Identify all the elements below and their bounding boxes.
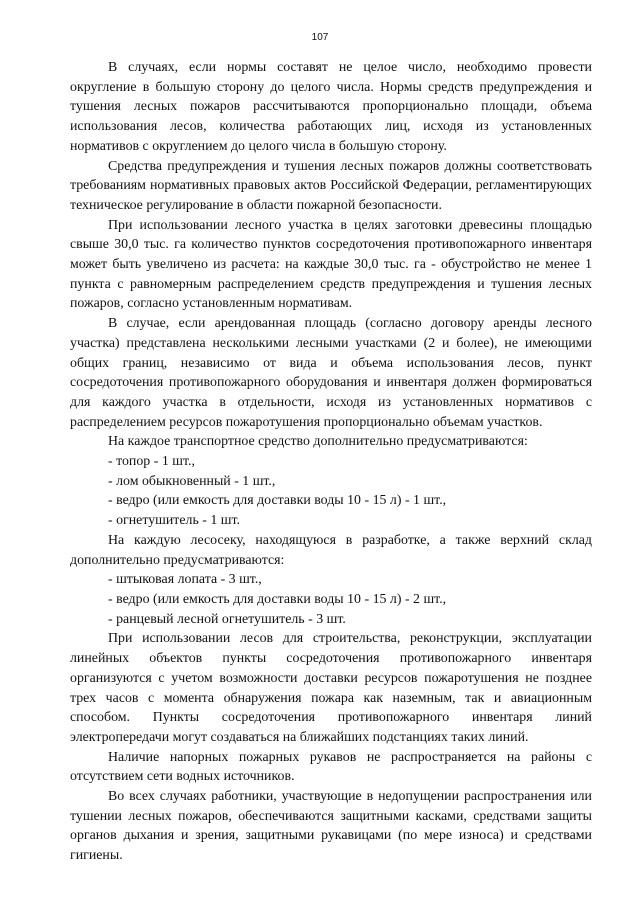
list-item: - топор - 1 шт., [108, 454, 195, 470]
paragraph-linear-objects: При использовании лесов для строительства, реконструкции, эксплуатации линейных объектов пункты сосредоточения противопожарного инвентаря организуются с учетом возможности доставки ресурсов пожаротушения не позднее трех часов с момента обнаружения пожара как наземным, так и авиационным способом. Пункты сосредоточения противопожарного инвентаря линий электропередачи могут создаваться на ближайших подстанциях таких линий. [70, 631, 592, 745]
paragraph-cutting-area-intro: На каждую лесосеку, находящуюся в разработке, а также верхний склад дополнительно предусматриваются: [70, 532, 592, 568]
list-item: - огнетушитель - 1 шт. [108, 513, 240, 529]
paragraph-requirements: Средства предупреждения и тушения лесных пожаров должны соответствовать требованиям нормативных правовых актов Российской Федерации, регламентирующих техническое регулирование в области пожарной безопасности. [70, 158, 592, 213]
page-number: 107 [311, 32, 329, 43]
paragraph-hoses: Наличие напорных пожарных рукавов не распространяется на районы с отсутствием сети водных источников. [70, 749, 592, 785]
list-item: - лом обыкновенный - 1 шт., [108, 473, 276, 489]
list-item: - штыковая лопата - 3 шт., [108, 572, 262, 588]
paragraph-multiple-plots: В случае, если арендованная площадь (согласно договору аренды лесного участка) представлена несколькими лесными участками (2 и более), не имеющими общих границ, независимо от вида и объема использования лесов, пункт сосредоточения противопожарного оборудования и инвентаря должен формироваться для каждого участка в отдельности, исходя из установленных нормативов с распределением ресурсов пожаротушения пропорционально объемам участков. [70, 316, 592, 430]
paragraph-protective-equipment: Во всех случаях работники, участвующие в недопущении распространения или тушении лесных пожаров, обеспечиваются защитными касками, средствами защиты органов дыхания и зрения, защитными рукавицами (по мере износа) и средствами гигиены. [70, 789, 592, 864]
paragraph-vehicle-intro: На каждое транспортное средство дополнительно предусматриваются: [108, 434, 528, 450]
document-body [70, 58, 592, 866]
list-item: - ранцевый лесной огнетушитель - 3 шт. [108, 611, 346, 627]
list-item: - ведро (или емкость для доставки воды 10 - 15 л) - 1 шт., [108, 493, 447, 509]
paragraph-rounding: В случаях, если нормы составят не целое число, необходимо провести округление в большую сторону до целого числа. Нормы средств предупреждения и тушения лесных пожаров рассчитываются пропорционально площади, объема использования лесов, количества работающих лиц, исходя из установленных нормативов с округлением до целого числа в большую сторону. [70, 60, 592, 154]
paragraph-large-area: При использовании лесного участка в целях заготовки древесины площадью свыше 30,0 тыс. га количество пунктов сосредоточения противопожарного инвентаря может быть увеличено из расчета: на каждые 30,0 тыс. га - обустройство не менее 1 пункта с равномерным распределением средств предупреждения и тушения лесных пожаров, согласно установленным нормативам. [70, 217, 592, 312]
list-item: - ведро (или емкость для доставки воды 10 - 15 л) - 2 шт., [108, 591, 447, 607]
